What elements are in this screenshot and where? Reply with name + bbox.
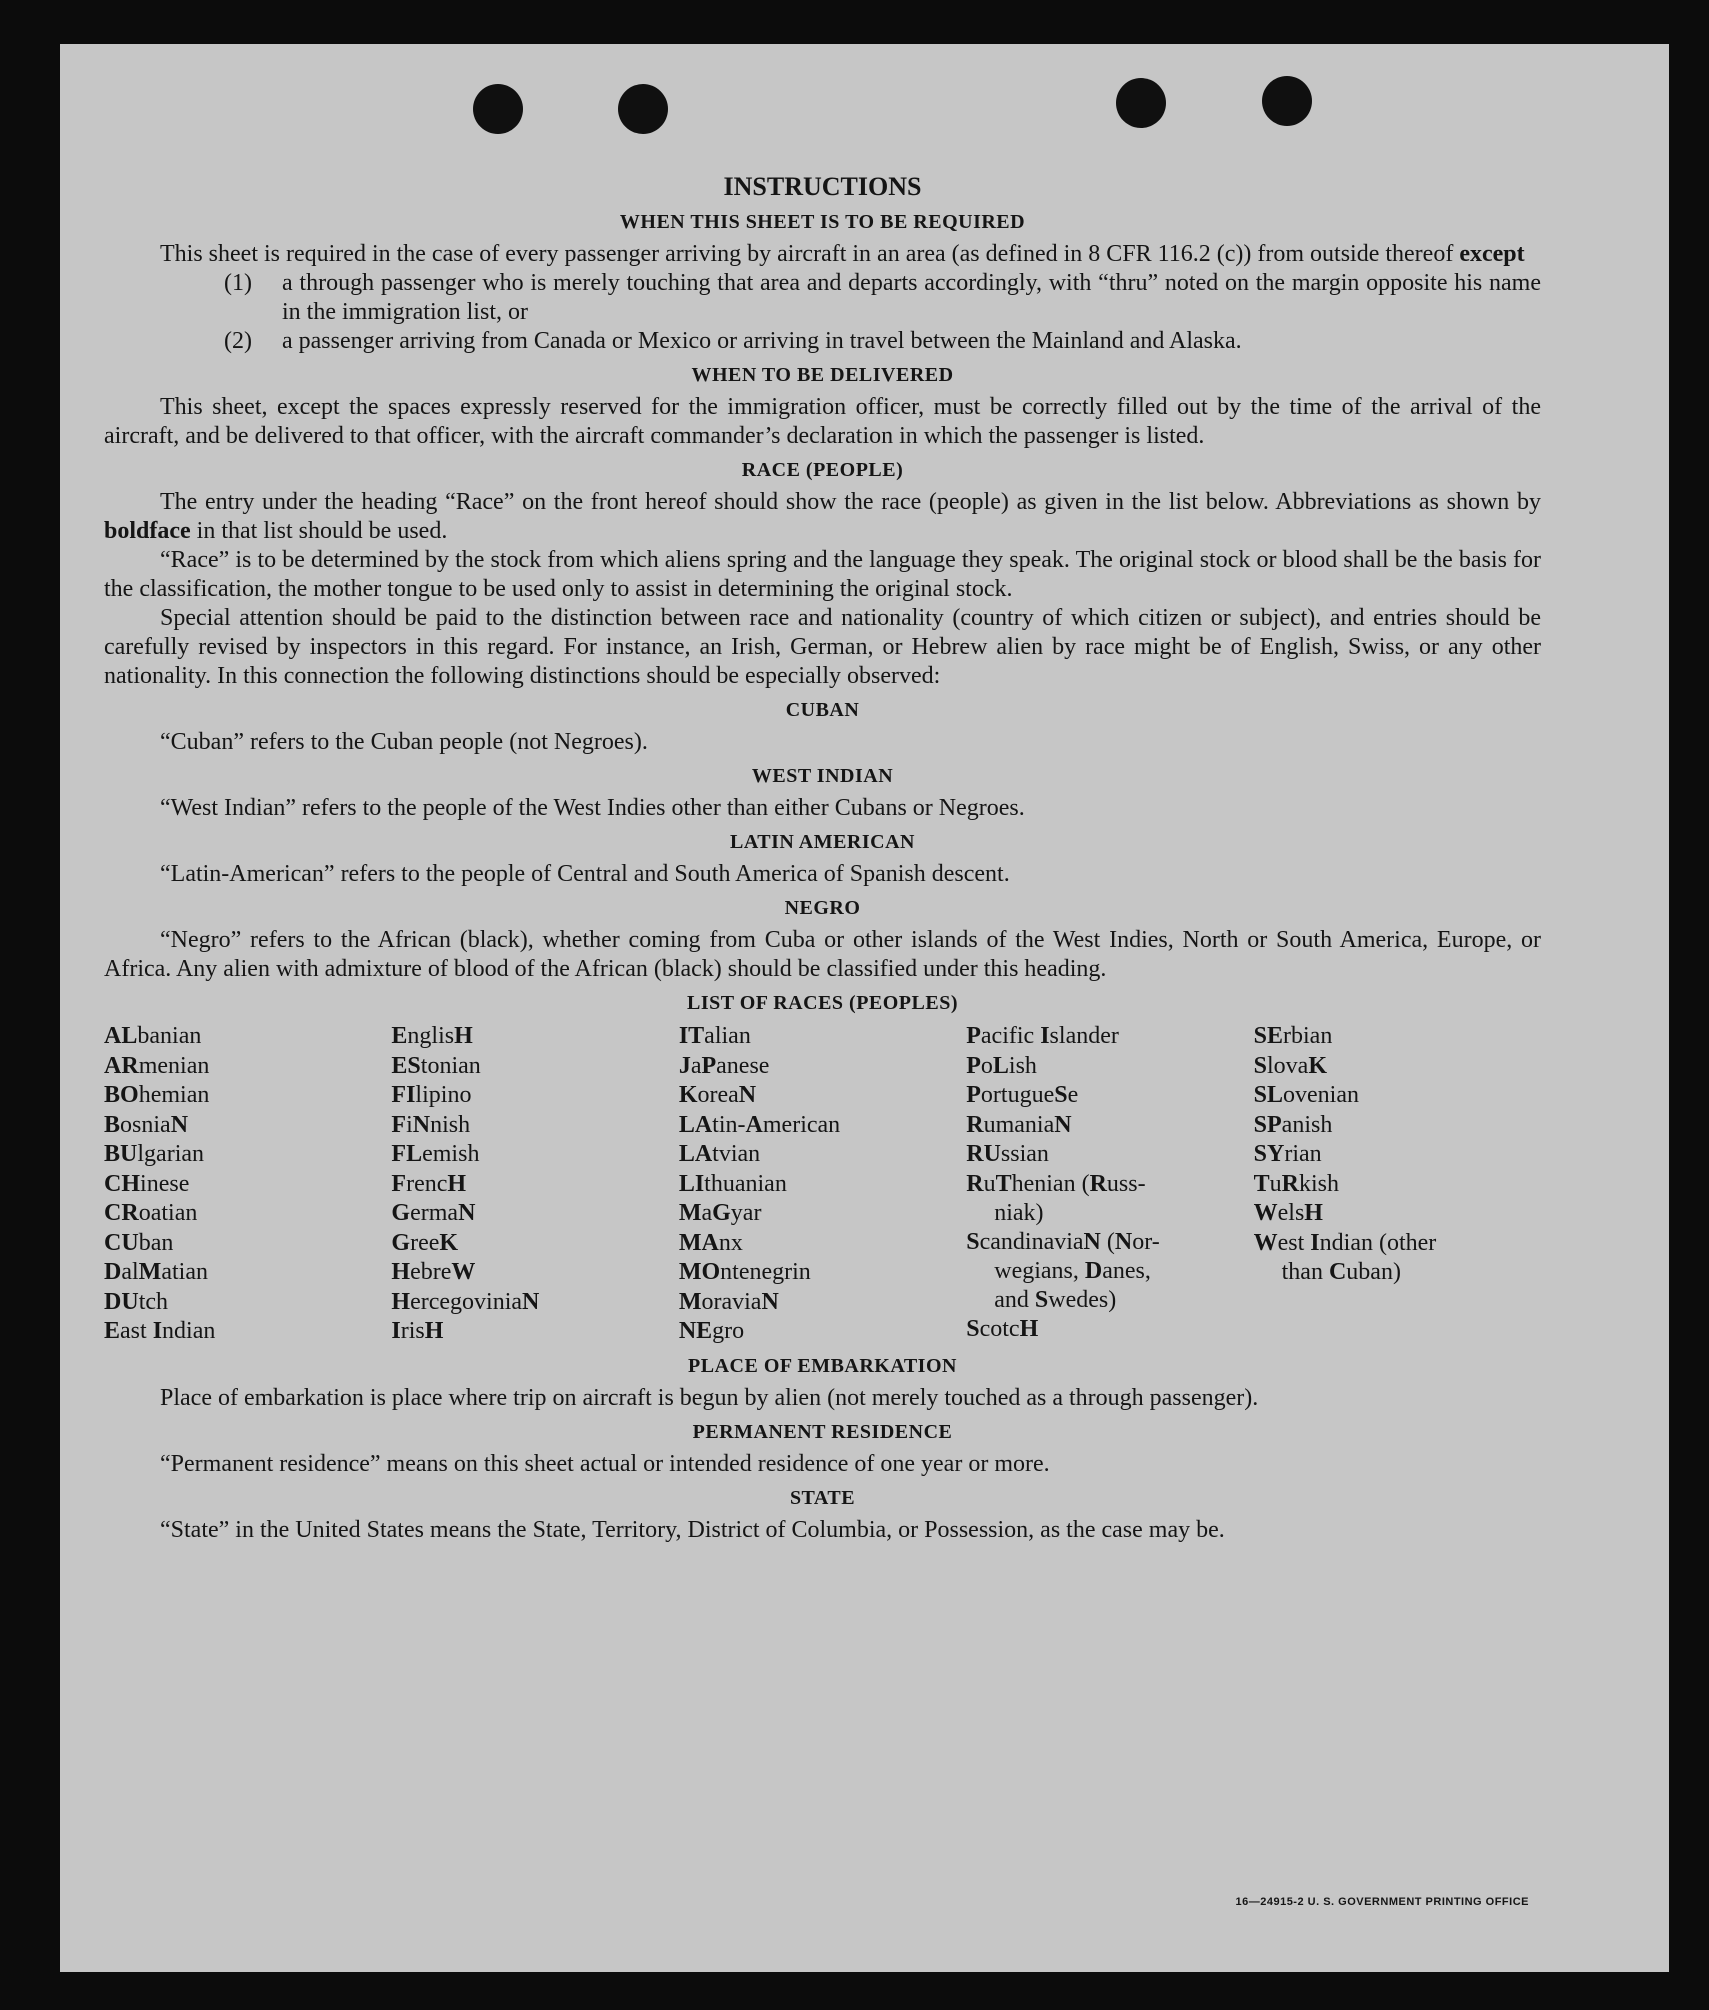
race-item-line: FrencH (391, 1170, 467, 1197)
race-item (104, 1081, 391, 1111)
exception-item-2 (224, 327, 1541, 356)
race-item (391, 1317, 678, 1347)
race-item (104, 1288, 391, 1318)
race-item-line: FIlipino (391, 1082, 472, 1108)
required-intro (104, 240, 1541, 269)
race-item (966, 1140, 1253, 1170)
race-item-line: BUlgarian (104, 1141, 205, 1167)
race-item (391, 1229, 678, 1259)
race-item-line: East Indian (104, 1318, 216, 1344)
race-p1-text: in that list should be used. (190, 518, 448, 544)
section-heading-residence: PERMANENT RESIDENCE (692, 1420, 953, 1443)
race-item-line: FLemish (391, 1141, 480, 1167)
race-item (1254, 1140, 1541, 1170)
race-item-line: GermaN (391, 1200, 476, 1226)
race-item (1254, 1022, 1541, 1052)
race-item (966, 1315, 1253, 1345)
delivered-text: This sheet, except the spaces expressly reserved for the immigration officer, must be correctly filled out by the time of the arrival of the aircraft, and be delivered to that officer, with the aircraft commander’s declaration in which the passenger is listed. (104, 394, 1541, 449)
race-item (1254, 1199, 1541, 1229)
race-item (104, 1199, 391, 1229)
race-item (679, 1170, 966, 1200)
race-item (966, 1081, 1253, 1111)
race-item-line: WelsH (1253, 1200, 1323, 1226)
race-item (1254, 1081, 1541, 1111)
race-item (966, 1052, 1253, 1082)
printing-office-code: 16—24915-2 U. S. GOVERNMENT PRINTING OFFICE (1235, 1896, 1529, 1908)
race-item-line: ScotcH (966, 1315, 1039, 1342)
section-heading-state: STATE (789, 1486, 856, 1509)
required-intro-except: except (1459, 241, 1525, 267)
race-column (966, 1022, 1253, 1347)
cuban-text: “Cuban” refers to the Cuban people (not Negroes). (160, 729, 648, 755)
race-item-line: SLovenian (1253, 1082, 1359, 1108)
race-item-line: RumaniaN (966, 1111, 1072, 1138)
race-item (391, 1081, 678, 1111)
punch-hole (1116, 78, 1166, 128)
race-item (1254, 1229, 1541, 1287)
race-item (679, 1022, 966, 1052)
west-indian-text: “West Indian” refers to the people of the West Indies other than either Cubans or Negroes. (160, 795, 1025, 821)
race-item-line: EnglisH (391, 1023, 473, 1049)
race-paragraph-1 (104, 488, 1541, 546)
race-item (1254, 1052, 1541, 1082)
race-item (391, 1022, 678, 1052)
race-item (679, 1288, 966, 1318)
race-paragraph-2: “Race” is to be determined by the stock from which aliens spring and the language they speak. The original stock or blood shall be the basis for the classification, the mother tongue to be used only to assist in determining the original stock. (104, 547, 1541, 602)
race-column (1254, 1022, 1541, 1347)
race-item-line: GreeK (391, 1229, 459, 1256)
race-item-line: wegians, Danes, (994, 1257, 1151, 1284)
race-item (104, 1229, 391, 1259)
race-item-line: niak) (994, 1199, 1044, 1226)
section-heading-delivered: WHEN TO BE DELIVERED (691, 364, 954, 386)
exception-item-1 (224, 269, 1541, 327)
race-item-line: HebreW (391, 1259, 476, 1285)
race-item-line: DalMatian (104, 1259, 208, 1285)
race-item (966, 1228, 1253, 1315)
race-item (104, 1111, 391, 1141)
race-item (679, 1052, 966, 1082)
section-heading-cuban: CUBAN (785, 699, 860, 721)
race-item (391, 1258, 678, 1288)
page-title: INSTRUCTIONS (723, 172, 922, 201)
race-item-line: SYrian (1253, 1141, 1322, 1167)
race-item (1254, 1111, 1541, 1141)
section-heading-embarkation: PLACE OF EMBARKATION (688, 1354, 957, 1377)
race-item (104, 1140, 391, 1170)
race-item (104, 1258, 391, 1288)
race-item-line: West Indian (other (1253, 1229, 1437, 1256)
race-p1-text: The entry under the heading “Race” on the front hereof should show the race (people) as given in the list below. Abbreviations as shown by (160, 489, 1541, 515)
race-item (679, 1258, 966, 1288)
instructions-body (104, 172, 1541, 1545)
race-item-line: MOntenegrin (678, 1259, 811, 1285)
race-item-line: EStonian (391, 1052, 481, 1079)
residence-text: “Permanent residence” means on this sheet actual or intended residence of one year or more. (160, 1450, 1050, 1477)
race-item (679, 1199, 966, 1229)
punch-hole (618, 84, 668, 134)
race-item-line: FiNnish (391, 1111, 471, 1138)
race-item-line: SErbian (1253, 1023, 1333, 1049)
section-heading-required: WHEN THIS SHEET IS TO BE REQUIRED (619, 211, 1026, 233)
exception-number: (1) (224, 270, 252, 296)
exception-text: a passenger arriving from Canada or Mexico or arriving in travel between the Mainland and Alaska. (282, 328, 1242, 354)
exception-text: a through passenger who is merely touching that area and departs accordingly, with “thru” noted on the margin opposite his name in the immigration list, or (282, 270, 1541, 325)
document-page (60, 44, 1669, 1972)
race-p1-bold: boldface (104, 518, 191, 544)
race-item (966, 1170, 1253, 1228)
race-list (104, 1022, 1541, 1347)
race-item (679, 1111, 966, 1141)
state-text: “State” in the United States means the State, Territory, District of Columbia, or Possession, as the case may be. (160, 1516, 1225, 1543)
race-column (679, 1022, 966, 1347)
race-item-line: ITalian (678, 1023, 751, 1049)
race-item-line: BOhemian (104, 1082, 210, 1108)
race-item-line: ScandinaviaN (Nor- (966, 1228, 1160, 1255)
race-item-line: DUtch (104, 1288, 169, 1315)
race-item (104, 1022, 391, 1052)
race-item-line: LAtvian (678, 1141, 761, 1167)
embarkation-text: Place of embarkation is place where trip on aircraft is begun by alien (not merely touched as a through passenger). (160, 1384, 1259, 1411)
section-heading-list-of-races: LIST OF RACES (PEOPLES) (686, 992, 958, 1014)
race-item-line: SPanish (1253, 1111, 1333, 1138)
race-item-line: CRoatian (104, 1200, 198, 1226)
section-heading-race: RACE (PEOPLE) (741, 459, 904, 481)
race-item-line: JaPanese (678, 1052, 770, 1079)
race-item (679, 1229, 966, 1259)
race-item (679, 1140, 966, 1170)
race-item-line: NEgro (678, 1318, 745, 1344)
race-item-line: PoLish (966, 1052, 1037, 1079)
race-item (391, 1199, 678, 1229)
race-item-line: RuThenian (Russ- (966, 1170, 1146, 1197)
race-item-line: LIthuanian (678, 1170, 787, 1197)
race-paragraph-3: Special attention should be paid to the distinction between race and nationality (country of which citizen or subject), and entries should be carefully revised by inspectors in this regard. For instance, an Irish, German, or Hebrew alien by race might be of English, Swiss, or any other nationality. In this connection the following distinctions should be especially observed: (104, 605, 1541, 689)
required-intro-text: This sheet is required in the case of every passenger arriving by aircraft in an area (as defined in 8 CFR 116.2 (c)) from outside thereof (160, 241, 1460, 267)
exception-number: (2) (224, 328, 252, 354)
race-item-line: IrisH (391, 1318, 444, 1344)
race-column (104, 1022, 391, 1347)
race-item (104, 1317, 391, 1347)
race-item (679, 1317, 966, 1347)
section-heading-west-indian: WEST INDIAN (751, 765, 894, 787)
race-item-line: and Swedes) (994, 1286, 1117, 1313)
race-item-line: CUban (104, 1229, 174, 1256)
race-item-line: TuRkish (1253, 1170, 1339, 1197)
section-heading-latin-american: LATIN AMERICAN (730, 831, 915, 853)
section-heading-negro: NEGRO (784, 897, 861, 919)
race-item-line: LAtin-American (678, 1111, 841, 1138)
race-item-line: SlovaK (1253, 1052, 1327, 1079)
race-item-line: MoraviaN (678, 1288, 779, 1315)
race-item (966, 1111, 1253, 1141)
race-item (391, 1140, 678, 1170)
race-item (391, 1111, 678, 1141)
punch-hole (473, 84, 523, 134)
race-item (391, 1052, 678, 1082)
race-item-line: PortugueSe (966, 1082, 1079, 1108)
race-item (679, 1081, 966, 1111)
latin-american-text: “Latin-American” refers to the people of Central and South America of Spanish descent. (160, 861, 1010, 887)
race-item (104, 1170, 391, 1200)
punch-hole (1262, 76, 1312, 126)
race-item-line: HercegoviniaN (391, 1288, 540, 1315)
race-item (104, 1052, 391, 1082)
race-item (391, 1170, 678, 1200)
race-item-line: MAnx (678, 1229, 743, 1256)
negro-text: “Negro” refers to the African (black), whether coming from Cuba or other islands of the West Indies, North or South America, Europe, or Africa. Any alien with admixture of blood of the African (black) should be classified under this heading. (104, 927, 1541, 982)
race-item-line: Pacific Islander (966, 1023, 1119, 1049)
race-item (1254, 1170, 1541, 1200)
race-column (391, 1022, 678, 1347)
race-item (966, 1022, 1253, 1052)
race-item-line: than Cuban) (1281, 1258, 1401, 1285)
race-item-line: BosniaN (104, 1111, 189, 1138)
race-item (391, 1288, 678, 1318)
race-item-line: CHinese (104, 1170, 190, 1197)
race-item-line: MaGyar (678, 1200, 762, 1226)
race-item-line: ARmenian (104, 1052, 210, 1079)
race-item-line: ALbanian (104, 1023, 202, 1049)
race-item-line: KoreaN (678, 1082, 757, 1108)
race-item-line: RUssian (966, 1141, 1049, 1167)
